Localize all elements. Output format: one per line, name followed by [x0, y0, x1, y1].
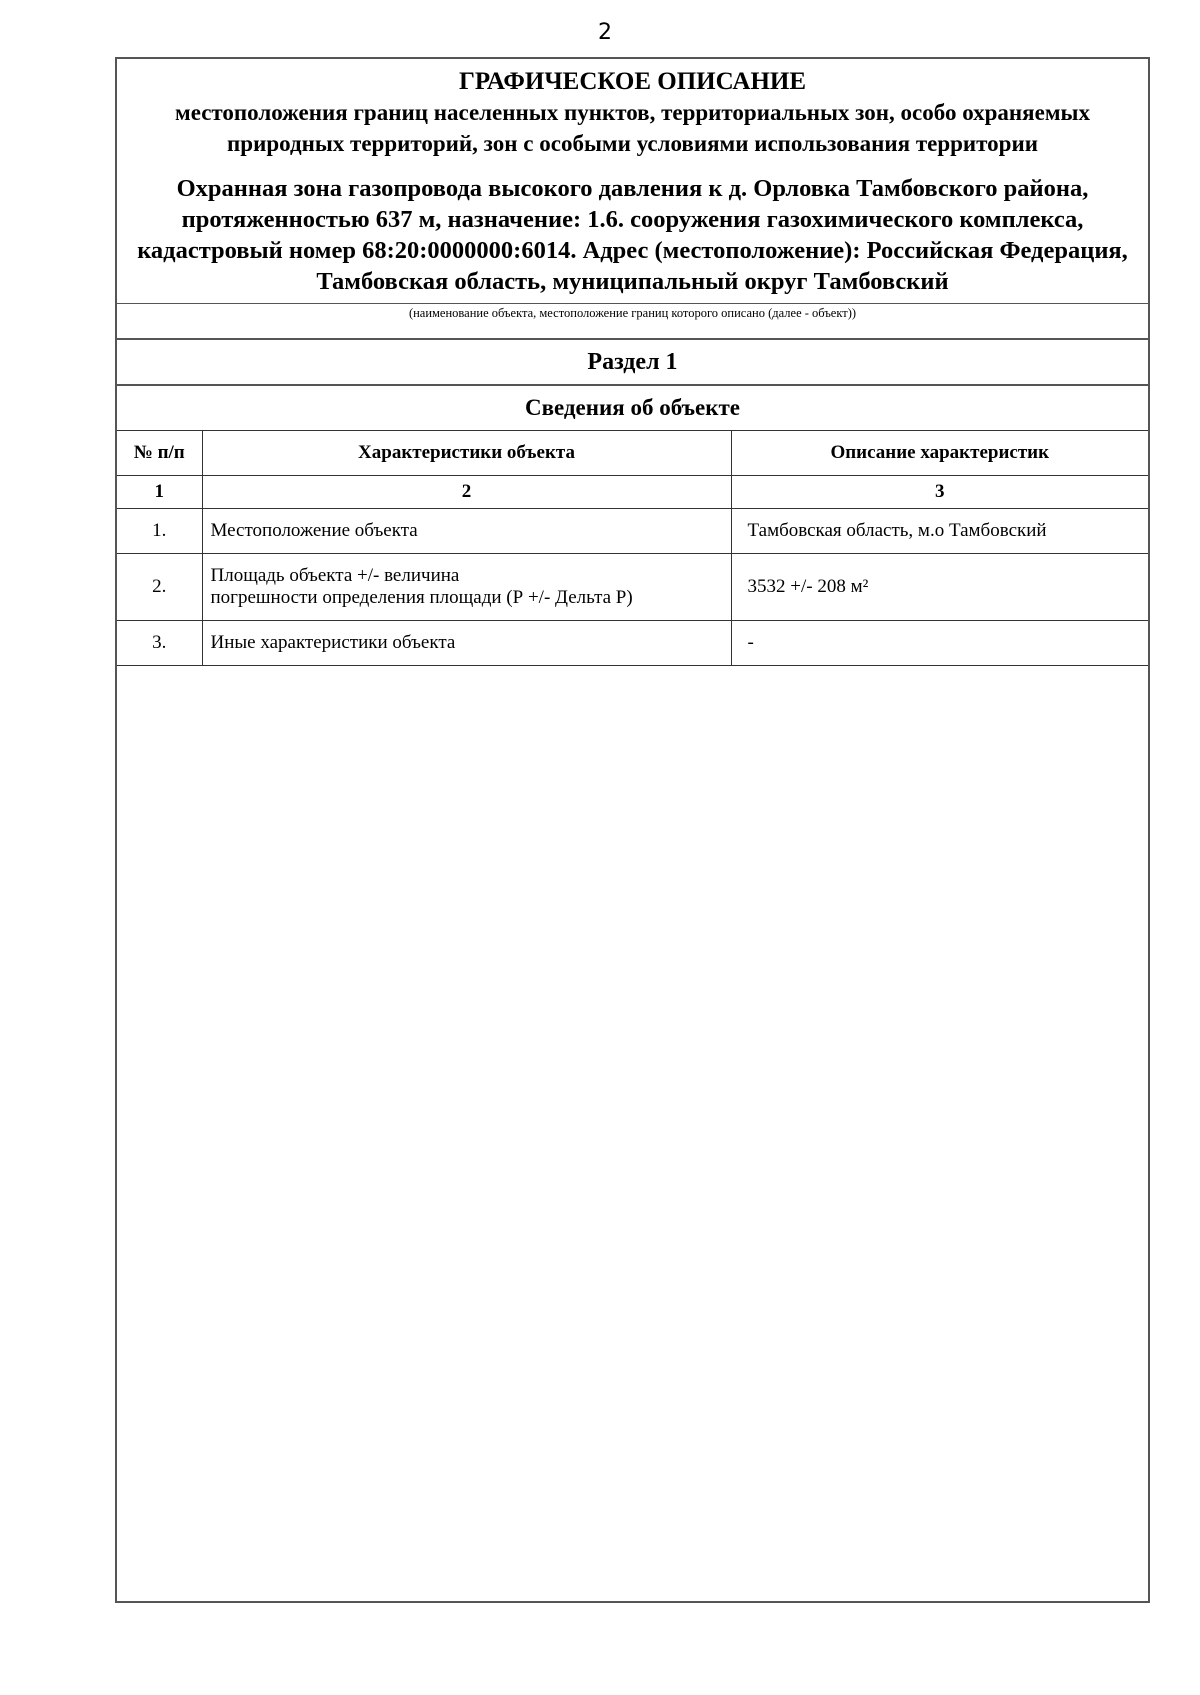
row-characteristic — [202, 621, 731, 666]
row-characteristic-text-line2: погрешности определения площади (Р +/- Дельта Р) — [210, 587, 633, 608]
row-characteristic — [202, 554, 731, 621]
column-header-description: Описание характеристик — [731, 431, 1148, 476]
column-header-characteristic: Характеристики объекта — [202, 431, 731, 476]
row-description: - — [731, 621, 1148, 666]
column-header-number: № п/п — [117, 431, 202, 476]
row-characteristic-text: Местоположение объекта — [210, 520, 418, 541]
column-number: 3 — [731, 476, 1148, 509]
table-row — [117, 554, 1148, 621]
object-name-caption: (наименование объекта, местоположение границ которого описано (далее - объект)) — [117, 303, 1148, 338]
table-row — [117, 621, 1148, 666]
column-number: 1 — [117, 476, 202, 509]
row-number: 2. — [117, 554, 202, 621]
row-characteristic-text: Площадь объекта +/- величина — [210, 565, 460, 586]
row-number: 1. — [117, 509, 202, 554]
row-characteristic — [202, 509, 731, 554]
object-name: Охранная зона газопровода высокого давления к д. Орловка Тамбовского района, протяженностью 637 м, назначение: 1.6. сооружения газохимического комплекса, кадастровый номер 68:20:0000000:6014. Адрес (местоположение): Российская Федерация, Тамбовская область, муниципальный округ Тамбовский — [137, 175, 1128, 295]
table-row — [117, 509, 1148, 554]
object-info-table — [117, 430, 1148, 666]
section-title: Раздел 1 — [117, 338, 1148, 384]
document-title: ГРАФИЧЕСКОЕ ОПИСАНИЕ — [458, 68, 807, 95]
row-description: Тамбовская область, м.о Тамбовский — [731, 509, 1148, 554]
document-frame — [115, 57, 1150, 1603]
page-number: 2 — [598, 20, 612, 45]
row-number: 3. — [117, 621, 202, 666]
column-number-row — [117, 476, 1148, 509]
row-description: 3532 +/- 208 м² — [731, 554, 1148, 621]
row-characteristic-text: Иные характеристики объекта — [210, 632, 456, 653]
column-number: 2 — [202, 476, 731, 509]
document-subtitle: местоположения границ населенных пунктов, территориальных зон, особо охраняемых природных территорий, зон с особыми условиями использования территории — [175, 100, 1090, 156]
document-header — [117, 59, 1148, 297]
table-header-row — [117, 431, 1148, 476]
section-subtitle: Сведения об объекте — [117, 384, 1148, 430]
